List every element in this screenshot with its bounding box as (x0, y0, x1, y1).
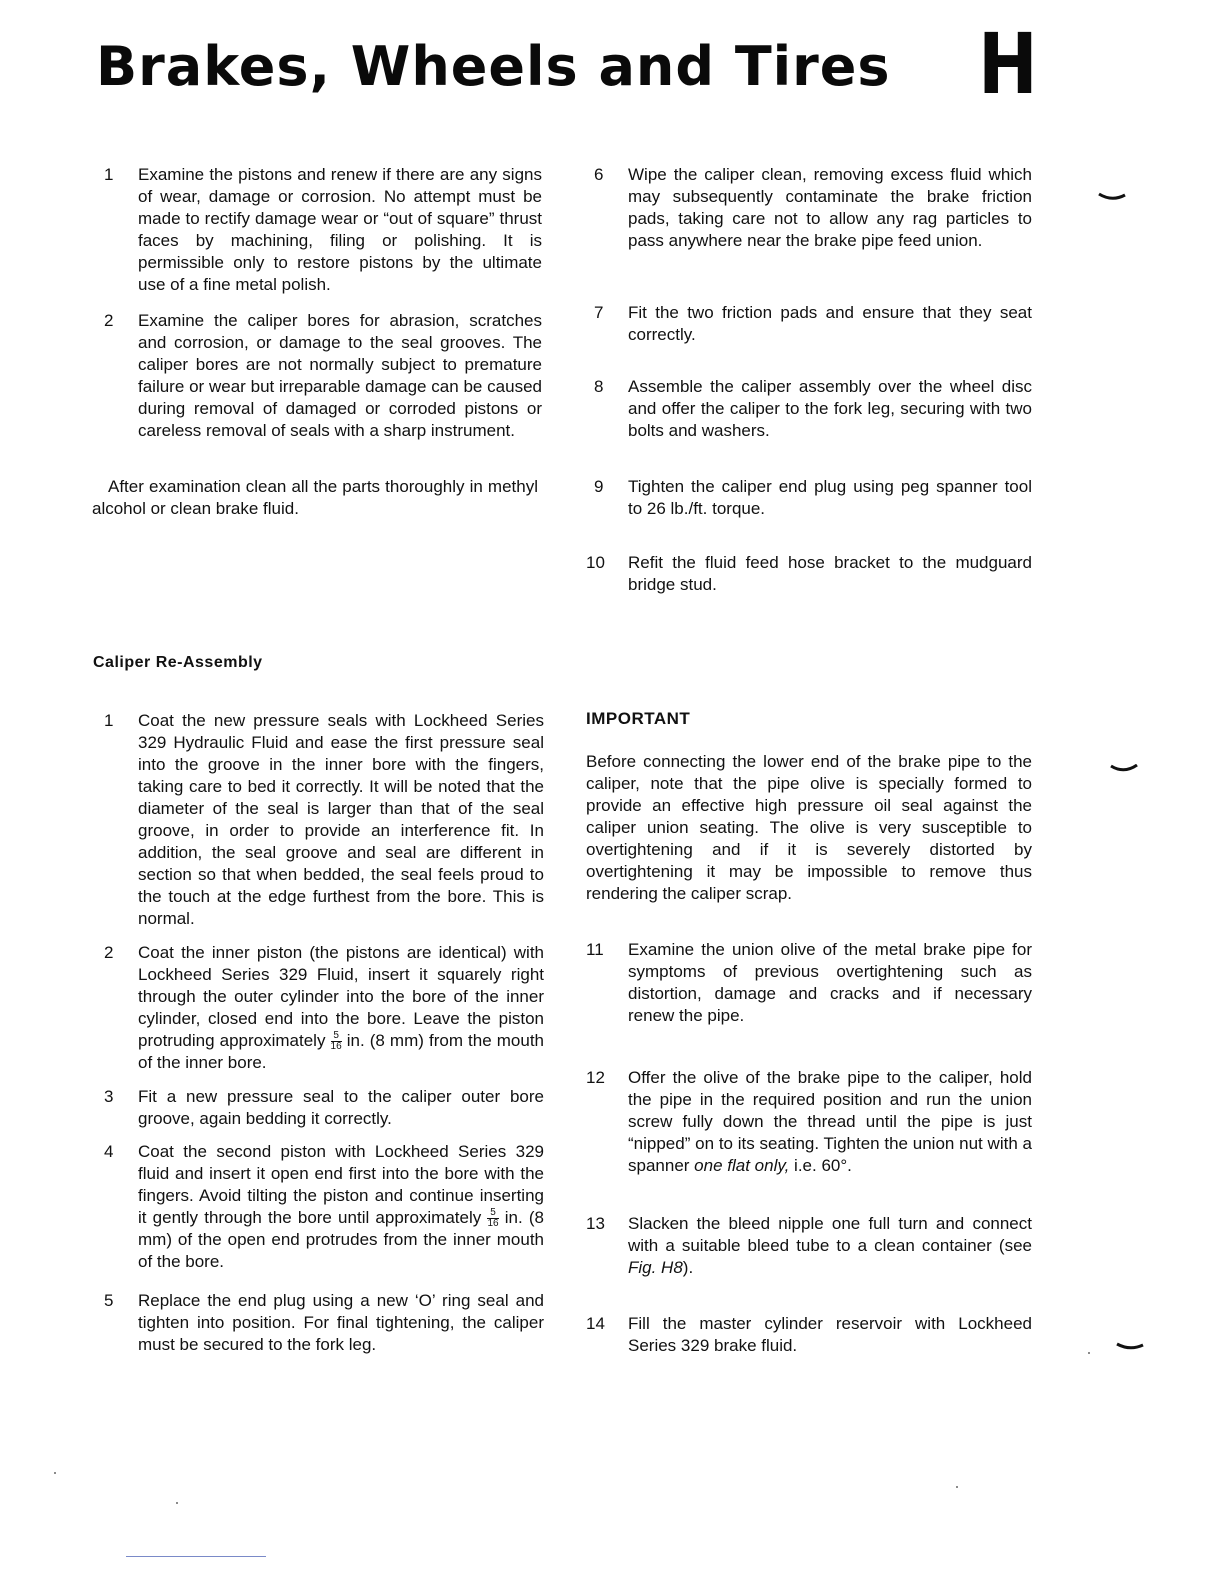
item-text: Assemble the caliper assembly over the wheel disc and offer the caliper to the fork leg, securing with two bolts and washers. (628, 377, 1032, 440)
footer-rule (126, 1556, 266, 1557)
item-text-part: in. (8 mm) from the mouth of the inner bore. (138, 1031, 544, 1073)
after-examination-paragraph: After examination clean all the parts thoroughly in methyl alcohol or clean brake fluid. (92, 477, 538, 518)
item-number: 1 (104, 711, 114, 730)
item-text: Replace the end plug using a new ‘O’ ring seal and tighten into position. For final tightening, the caliper must be secured to the fork leg. (138, 1291, 544, 1354)
item-number: 10 (586, 553, 605, 572)
item-text: Coat the new pressure seals with Lockheed Series 329 Hydraulic Fluid and ease the first pressure seal into the groove in the inner bore with the fingers, taking care to bed it correctly. It will be noted that the diameter of the seal is larger than that of the seal groove, in order to provide an interference fit. In addition, the seal groove and seal are different in section so that when bedded, the seal feels proud to the touch at the edge furthest from the bore. This is normal. (138, 711, 544, 928)
list-item (96, 1290, 544, 1356)
list-item (586, 939, 1032, 1027)
item-number: 7 (594, 303, 604, 322)
item-number: 1 (104, 165, 114, 184)
item-text (138, 942, 544, 1074)
item-number: 6 (594, 165, 604, 184)
reassembly-column (96, 710, 544, 1370)
list-item (586, 164, 1032, 252)
list-item (586, 302, 1032, 346)
list-item (586, 376, 1032, 442)
list-item (96, 1086, 544, 1130)
important-column (586, 751, 1032, 1371)
list-item (586, 552, 1032, 596)
item-text-emphasis: one flat only, (694, 1156, 790, 1175)
item-number: 3 (104, 1087, 114, 1106)
item-text: Wipe the caliper clean, removing excess fluid which may subsequently contaminate the brake friction pads, taking care not to allow any rag particles to pass anywhere near the brake pipe feed union. (628, 165, 1032, 250)
scan-speck (956, 1486, 958, 1488)
binding-mark (1098, 192, 1126, 202)
item-text: Fill the master cylinder reservoir with Lockheed Series 329 brake fluid. (628, 1314, 1032, 1355)
item-text: Refit the fluid feed hose bracket to the mudguard bridge stud. (628, 553, 1032, 594)
item-text-part: Slacken the bleed nipple one full turn and connect with a suitable bleed tube to a clean container (see (628, 1214, 1032, 1255)
right-top-column (586, 164, 1032, 604)
fraction (487, 1208, 498, 1229)
item-text-part: Coat the second piston with Lockheed Series 329 fluid and insert it open end first into the bore with the fingers. Avoid tilting the piston and continue inserting it gently through the bore until approximately (138, 1142, 544, 1227)
fraction-denominator: 16 (487, 1218, 499, 1230)
item-number: 11 (586, 940, 604, 959)
item-number: 9 (594, 477, 604, 496)
item-text-part: ). (682, 1258, 694, 1277)
item-text: Tighten the caliper end plug using peg spanner tool to 26 lb./ft. torque. (628, 477, 1032, 518)
item-text-part: Coat the inner piston (the pistons are identical) with Lockheed Series 329 Fluid, insert it squarely right through the outer cylinder into the bore of the inner cylinder, closed end into the bore. Leave the piston protruding approximately (138, 943, 544, 1050)
item-number: 14 (586, 1314, 605, 1333)
binding-mark (1116, 1342, 1144, 1352)
left-top-column (92, 164, 542, 524)
item-number: 12 (586, 1068, 605, 1087)
item-text: Fit the two friction pads and ensure that they seat correctly. (628, 303, 1032, 344)
important-paragraph: Before connecting the lower end of the brake pipe to the caliper, note that the pipe olive is specially formed to provide an effective high pressure oil seal against the caliper union seating. The olive is very susceptible to overtightening and if it is severely distorted by overtightening it may be impossible to remove thus rendering the caliper scrap. (586, 752, 1032, 903)
item-text: Examine the union olive of the metal brake pipe for symptoms of previous overtightening such as distortion, damage and cracks and if necessary renew the pipe. (628, 940, 1032, 1025)
fraction (331, 1031, 342, 1052)
item-text: Examine the caliper bores for abrasion, scratches and corrosion, or damage to the seal grooves. The caliper bores are not normally subject to premature failure or wear but irreparable damage can be caused during removal of damaged or corroded pistons or careless removal of seals with a sharp instrument. (138, 311, 542, 440)
binding-mark (1110, 764, 1138, 774)
list-item (96, 942, 544, 1074)
scan-speck (54, 1472, 56, 1474)
section-heading-caliper-reassembly: Caliper Re-Assembly (93, 654, 263, 671)
list-item (586, 1067, 1032, 1177)
item-text: Examine the pistons and renew if there are any signs of wear, damage or corrosion. No attempt must be made to rectify damage wear or “out of square” thrust faces by machining, filing or polishing. It is permissible only to restore pistons by the ultimate use of a fine metal polish. (138, 165, 542, 294)
fraction-numerator: 5 (490, 1207, 496, 1219)
item-text-part: Offer the olive of the brake pipe to the caliper, hold the pipe in the required position and run the union screw fully down the thread until the pipe is just “nipped” on to its seating. Tighten the union nut with a spanner (628, 1068, 1032, 1175)
list-item (96, 164, 542, 296)
item-number: 2 (104, 311, 114, 330)
section-heading-important: IMPORTANT (586, 709, 691, 728)
item-number: 2 (104, 943, 114, 962)
list-item (96, 1141, 544, 1273)
item-number: 13 (586, 1214, 605, 1233)
list-item (96, 710, 544, 930)
page-title: Brakes, Wheels and Tires (96, 35, 891, 98)
fraction-numerator: 5 (333, 1030, 339, 1042)
item-text-emphasis: Fig. H8 (628, 1258, 683, 1277)
item-text (138, 1141, 544, 1273)
scan-speck (176, 1502, 178, 1504)
item-number: 4 (104, 1142, 114, 1161)
list-item (586, 1213, 1032, 1279)
list-item (586, 1313, 1032, 1357)
fraction-denominator: 16 (330, 1041, 342, 1053)
item-text (628, 1213, 1032, 1279)
item-text (628, 1067, 1032, 1177)
item-number: 5 (104, 1291, 114, 1310)
list-item (586, 476, 1032, 520)
item-text-part: i.e. 60°. (794, 1156, 852, 1175)
section-letter: H (978, 15, 1038, 113)
scan-speck (1088, 1352, 1090, 1354)
item-number: 8 (594, 377, 604, 396)
item-text-part: in. (8 mm) of the open end protrudes from the inner mouth of the bore. (138, 1208, 544, 1272)
list-item (96, 310, 542, 442)
item-text: Fit a new pressure seal to the caliper outer bore groove, again bedding it correctly. (138, 1087, 544, 1128)
